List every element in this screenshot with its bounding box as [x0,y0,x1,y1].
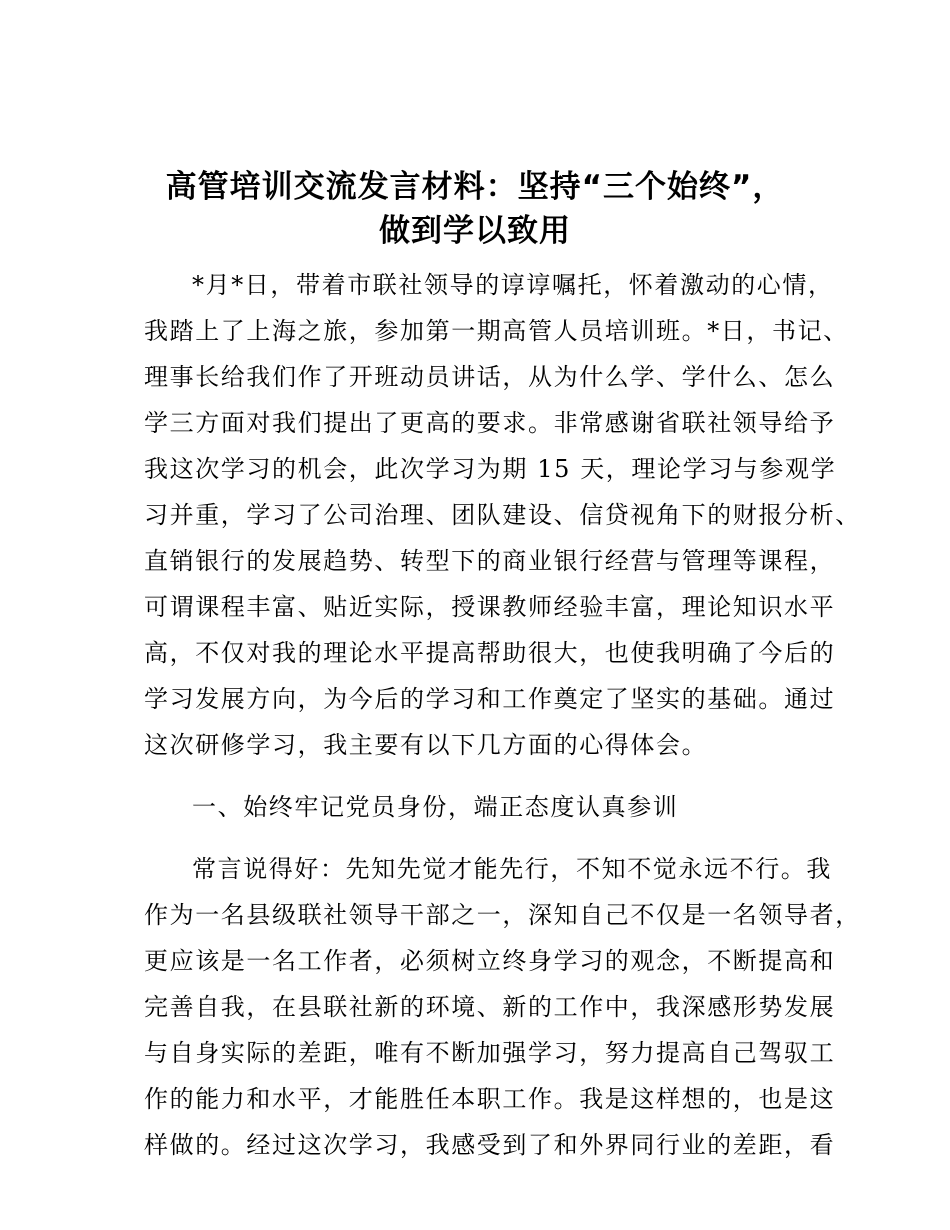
text-line: 学三方面对我们提出了更高的要求。非常感谢省联社领导给予 [144,409,836,437]
text-line: 样做的。经过这次学习，我感受到了和外界同行业的差距，看 [144,1131,836,1159]
text-line: 更应该是一名工作者，必须树立终身学习的观念，不断提高和 [144,947,836,975]
paragraph-section1 [144,846,861,1168]
text-line: 这次研修学习，我主要有以下几方面的心得体会。 [144,731,708,759]
title-line-1: 高管培训交流发言材料：坚持“三个始终”， [165,169,785,205]
section-heading-1 [144,784,844,830]
title-line-2: 做到学以致用 [379,213,571,249]
text-line: 常言说得好：先知先觉才能先行，不知不觉永远不行。我 [192,855,832,883]
text-line: 我这次学习的机会，此次学习为期 15 天，理论学习与参观学 [144,455,837,483]
document-title [0,165,950,253]
text-line: 可谓课程丰富、贴近实际，授课教师经验丰富，理论知识水平 [144,593,836,621]
section-heading-text: 一、始终牢记党员身份，端正态度认真参训 [192,793,679,821]
text-line: 我踏上了上海之旅，参加第一期高管人员培训班。*日，书记、 [144,317,849,345]
text-line: 作为一名县级联社领导干部之一，深知自己不仅是一名领导者， [144,901,861,929]
text-line: 直销银行的发展趋势、转型下的商业银行经营与管理等课程， [144,547,836,575]
text-line: 理事长给我们作了开班动员讲话，从为什么学、学什么、怎么 [144,363,836,391]
text-line: 高，不仅对我的理论水平提高帮助很大，也使我明确了今后的 [144,639,836,667]
text-line: 完善自我，在县联社新的环境、新的工作中，我深感形势发展 [144,993,836,1021]
document-body [144,262,861,1168]
text-line: *月*日，带着市联社领导的谆谆嘱托，怀着激动的心情， [192,271,834,299]
text-line: 习并重，学习了公司治理、团队建设、信贷视角下的财报分析、 [144,501,861,529]
text-line: 学习发展方向，为今后的学习和工作奠定了坚实的基础。通过 [144,685,836,713]
text-line: 作的能力和水平，才能胜任本职工作。我是这样想的，也是这 [144,1085,836,1113]
paragraph-spacer [144,830,844,846]
paragraph-intro [144,262,861,768]
text-line: 与自身实际的差距，唯有不断加强学习，努力提高自己驾驭工 [144,1039,836,1067]
paragraph-spacer [144,768,844,784]
